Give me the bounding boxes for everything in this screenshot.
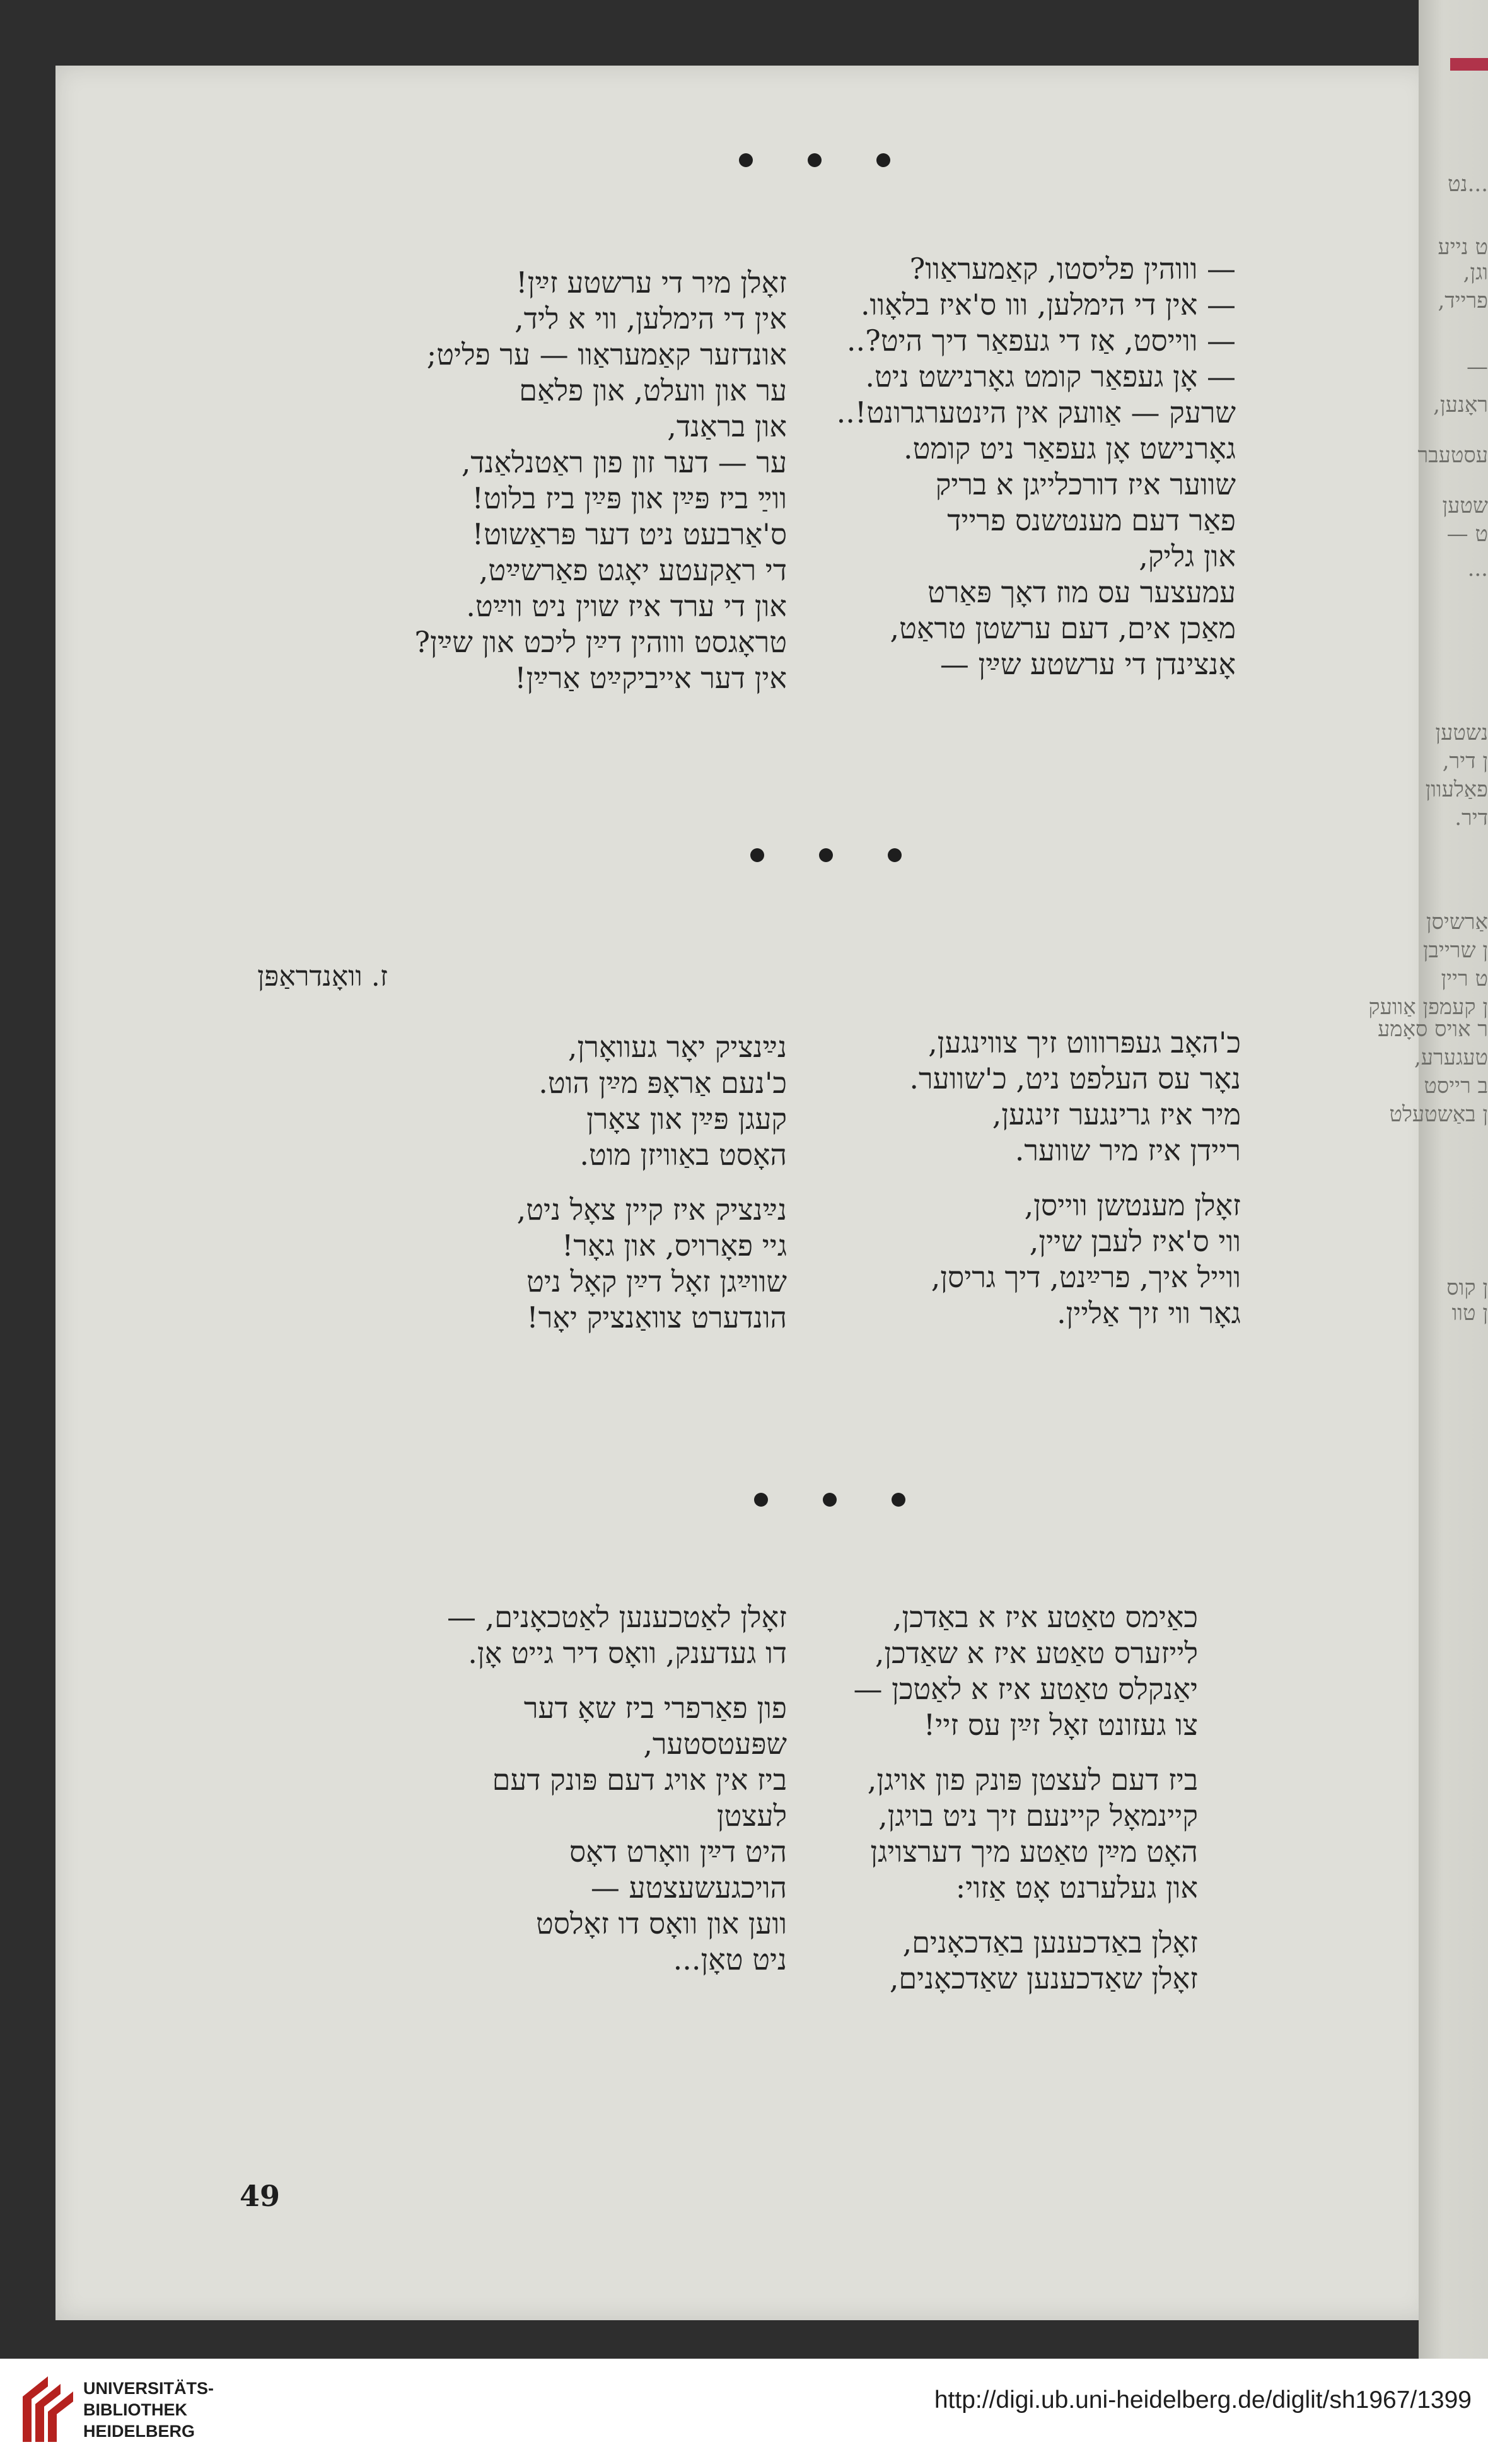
separator-dot — [876, 153, 890, 167]
poem-line: — וווהין פליסטו, קאַמעראַוו? — [909, 252, 1236, 286]
poem-line: די ראַקעטע יאָגט פאַרשײַט, — [479, 553, 787, 587]
poem-line: זאָלן לאַטכענען לאַטכאָנים, — — [446, 1600, 787, 1634]
poem-line: זאָלן מיר די ערשטע זײַן! — [516, 266, 787, 300]
separator-dot — [888, 848, 902, 862]
poem-line: שרעק — אַוועק אין הינטערגרונט!.. — [836, 395, 1236, 429]
poem-line: נײַנציק איז קיין צאָל ניט, — [516, 1193, 787, 1227]
poem-line: נײַנציק יאָר געוואָרן, — [567, 1030, 787, 1064]
poem-line: ווײַ ביז פּײַן און פּײַן ביז בלוט! — [472, 481, 787, 515]
separator-dot — [754, 1493, 768, 1507]
poem-line: האָט מײַן טאַטע מיך דערצויגן — [870, 1835, 1198, 1869]
poem-line: און בראַנד, — [667, 409, 787, 443]
next-page-fragment: וגן, — [1463, 260, 1488, 285]
poem-line: עמעצער עס מוז דאָך פּאַרט — [927, 575, 1236, 609]
poem-line: ווייל איך, פרײַנט, דיך גריסן, — [931, 1260, 1241, 1294]
poem-line: לעצטן — [716, 1799, 787, 1833]
library-name-line: BIBLIOTHEK — [83, 2400, 187, 2419]
poem-line: — אין די הימלען, ווו ס'איז בלאָוו. — [860, 288, 1236, 322]
poem-line: קעגן פּײַן און צאָרן — [586, 1102, 787, 1136]
poem-line: און די ערד איז שוין ניט ווײַט. — [466, 589, 787, 623]
poem1-left-column — [414, 265, 787, 696]
poem-line: שווײַגן זאָל דײַן קאָל ניט — [526, 1264, 787, 1299]
poem-line: און גליק, — [1139, 539, 1236, 573]
next-page-fragment: ן קעמפן אַוועק — [1368, 995, 1488, 1020]
poem-line: ריידן איז מיר שווער. — [1014, 1133, 1241, 1167]
next-page-fragment: פאַלעוון — [1425, 777, 1488, 802]
stanza-gap — [854, 1743, 1198, 1762]
separator-dot — [892, 1493, 905, 1507]
poem-line: האָסט באַוויזן מוט. — [579, 1138, 787, 1172]
poem-line: אָנצינדן די ערשטע שײַן — — [939, 647, 1236, 681]
stanza-gap — [854, 1906, 1198, 1925]
poem-line: כאַימס טאַטע איז א באַדכן, — [892, 1600, 1198, 1634]
poem-line: לייזערס טאַטע איז א שאַדכן, — [875, 1636, 1198, 1670]
poem-line: מיר איז גרינגער זינגען, — [992, 1097, 1241, 1131]
next-page-fragment: ן קוס — [1446, 1275, 1488, 1300]
poem-line: זאָלן מענטשן ווייסן, — [1024, 1188, 1241, 1222]
poem-line: גיי פאָרויס, און גאָר! — [561, 1229, 787, 1263]
separator-dot — [739, 153, 753, 167]
separator-dot — [750, 848, 764, 862]
library-name — [83, 2378, 214, 2442]
poem-line: כ'האָב געפּרוווט זיך צווינגען, — [928, 1025, 1241, 1060]
section-separator — [739, 153, 890, 167]
poem-line: כ'נעם אַראָפּ מײַן הוט. — [538, 1066, 787, 1100]
poem-line: ער — דער זון פון ראַטנלאַנד, — [461, 445, 787, 479]
poem-line: קיינמאָל קיינעם זיך ניט בויגן, — [878, 1799, 1198, 1833]
poem2-left-column — [517, 1029, 787, 1336]
poem-line: ס'אַרבעט ניט דער פּראַשוט! — [472, 517, 787, 551]
next-page-fragment: ב רייסט — [1424, 1073, 1488, 1099]
poem-line: ניט טאָן... — [673, 1942, 787, 1976]
poem-line: אונדזער קאַמעראַוו — ער פליט; — [426, 337, 787, 371]
author-name: ז. וואָנדראַפּן — [257, 960, 388, 993]
poem-line: פאַר דעם מענטשנס פרייד — [947, 503, 1236, 537]
separator-dot — [819, 848, 833, 862]
poem-line: זאָלן באַדכענען באַדכאָנים, — [902, 1925, 1198, 1959]
poem3-right-column — [854, 1599, 1198, 1997]
poem-line: נאָר עס העלפט ניט, כ'שווער. — [909, 1061, 1241, 1095]
poem2-right-column — [909, 1025, 1241, 1331]
poem-line: זאָלן שאַדכענען שאַדכאָנים, — [889, 1961, 1198, 1995]
poem-line: דו געדענק, וואָס דיר גייט אָן. — [468, 1636, 787, 1670]
next-page-fragment: — — [1467, 354, 1488, 380]
red-bookmark-edge — [1450, 58, 1488, 71]
library-logo-icon — [16, 2371, 77, 2447]
poem-line: גאָרנישט אָן געפאַר ניט קומט. — [904, 431, 1236, 465]
poem-line: יאַנקלס טאַטע איז א לאַטכן — — [853, 1672, 1198, 1706]
next-page-fragment: ... — [1467, 556, 1488, 581]
poem-line: גאָר ווי זיך אַליין. — [1057, 1296, 1241, 1330]
next-page-fragment: טעגערע, — [1414, 1045, 1488, 1070]
poem-line: צו געזונט זאָל זײַן עס זיי! — [923, 1708, 1198, 1742]
poem-line: פון פאַרפרי ביז שאָ דער — [523, 1691, 787, 1725]
poem-line: ווען און וואָס דו זאָלסט — [536, 1906, 787, 1941]
separator-dot — [808, 153, 822, 167]
next-page-fragment: ראָנען, — [1433, 392, 1488, 417]
poem3-left-column — [447, 1599, 787, 1978]
next-page-fragment: ן שרייבן — [1422, 938, 1488, 963]
library-name-line: UNIVERSITÄTS- — [83, 2379, 214, 2398]
section-separator — [754, 1493, 905, 1507]
library-name-line: HEIDELBERG — [83, 2422, 195, 2441]
separator-dot — [823, 1493, 837, 1507]
stanza-gap — [517, 1173, 787, 1192]
section-separator — [750, 848, 902, 862]
poem-line: שפּעטסטער, — [643, 1727, 787, 1761]
poem-line: ביז דעם לעצטן פּונק פון אויגן, — [867, 1763, 1198, 1797]
poem-line: ביז אין אויג דעם פּונק דעם — [492, 1763, 787, 1797]
next-page-fragment: נשטען — [1435, 720, 1488, 745]
next-page-fragment: ט — — [1446, 522, 1488, 547]
poem1-right-column — [837, 251, 1236, 682]
next-page-fragment: עסטעבר — [1417, 443, 1488, 468]
poem-line: — אָן געפאַר קומט גאָרנישט ניט. — [865, 359, 1236, 394]
next-page-fragment: ...נט — [1447, 172, 1488, 197]
poem-line: ער און וועלט, און פלאַם — [519, 373, 787, 407]
poem-line: הונדערט צוואַנציק יאָר! — [526, 1300, 787, 1334]
next-page-fragment: פרייד, — [1438, 288, 1488, 313]
next-page-fragment: ן דיר, — [1442, 749, 1488, 774]
next-page-fragment: ן טוו — [1451, 1300, 1488, 1326]
next-page-fragment: ט נייע — [1438, 235, 1488, 260]
page-number: 49 — [240, 2179, 281, 2213]
next-page-fragment: דיר. — [1455, 805, 1488, 831]
poem-line: מאַכן אים, דעם ערשטן טראַט, — [890, 611, 1236, 645]
poem-line: און געלערנט אָט אַזוי: — [955, 1871, 1198, 1905]
next-page-fragment: שטען — [1442, 493, 1488, 518]
stanza-gap — [447, 1671, 787, 1690]
next-page-fragment: ט ריין — [1441, 966, 1488, 991]
permalink-url[interactable]: http://digi.ub.uni-heidelberg.de/diglit/sh1967/1399 — [934, 2386, 1472, 2414]
next-page-fragment: ר אויס סאָמע — [1378, 1017, 1488, 1042]
poem-line: היט דײַן וואָרט דאָס — [569, 1835, 787, 1869]
poem-line: אין דער אייביקײַט אַרײַן! — [514, 661, 787, 695]
poem-line: אין די הימלען, ווי א ליד, — [514, 301, 787, 336]
stanza-gap — [909, 1169, 1241, 1188]
viewer-footer — [0, 2359, 1488, 2464]
poem-line: שווער איז דורכלייגן א בריק — [935, 467, 1236, 501]
next-page-fragment: ן באַשטעלט — [1389, 1102, 1488, 1127]
poem-line: טראָגסט וווהין דײַן ליכט און שײַן? — [414, 625, 787, 659]
next-page-fragment: אַרשיסן — [1426, 909, 1488, 935]
poem-line: — ווייסט, אַז די געפאַר דיך היט?.. — [846, 324, 1236, 358]
poem-line: הויכגעשעצטע — — [590, 1871, 787, 1905]
next-page-edge — [1368, 0, 1488, 2359]
poem-line: ווי ס'איז לעבן שיין, — [1029, 1224, 1241, 1258]
